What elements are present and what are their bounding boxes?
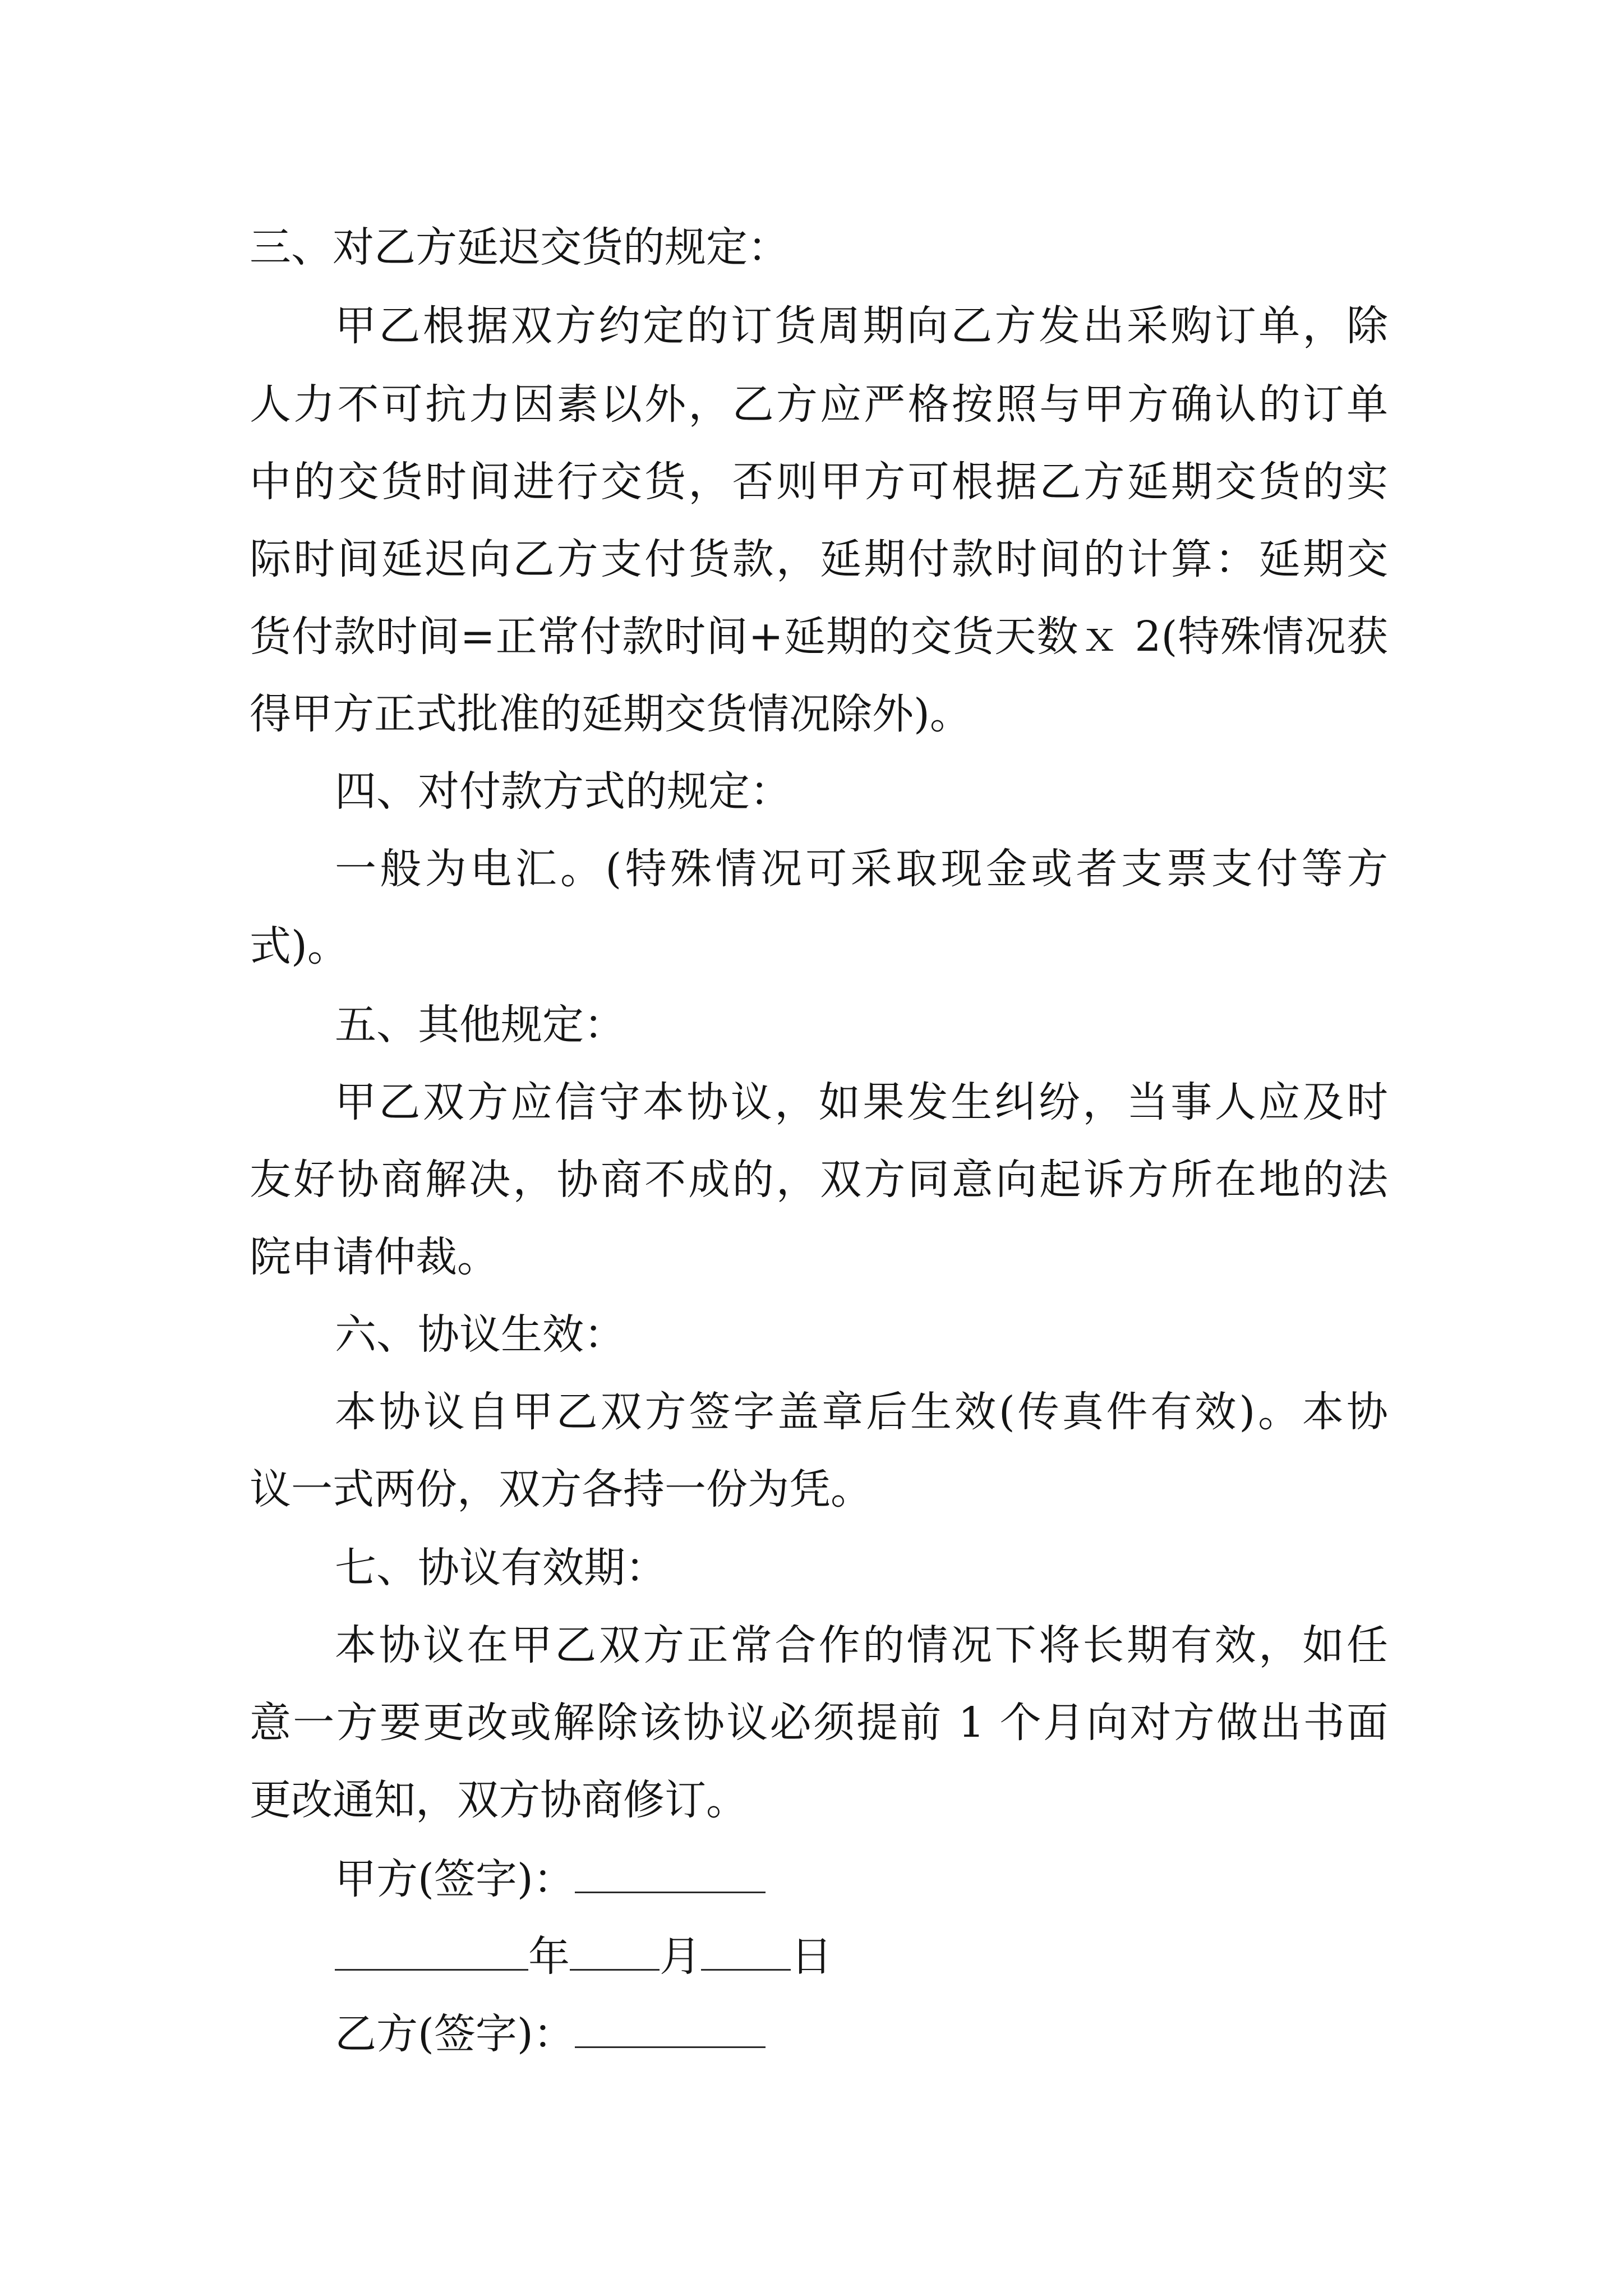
paragraph-line: 货付款时间=正常付款时间+延期的交货天数ｘ 2(特殊情况获 — [250, 613, 1388, 661]
paragraph-line: 议一式两份，双方各持一份为凭。 — [250, 1465, 872, 1513]
section-heading: 三、对乙方延迟交货的规定： — [250, 223, 789, 272]
paragraph-line: 人力不可抗力因素以外，乙方应严格按照与甲方确认的订单 — [250, 380, 1388, 429]
paragraph-line: 意一方要更改或解除该协议必须提前 1 个月向对方做出书面 — [250, 1699, 1388, 1747]
party-b-signature-line — [335, 2010, 766, 2058]
paragraph-line: 一般为电汇。(特殊情况可采取现金或者支票支付等方 — [335, 845, 1388, 893]
party-a-label: 甲方(签字)： — [335, 1855, 575, 1903]
paragraph-line: 甲乙双方应信守本协议，如果发生纠纷，当事人应及时 — [335, 1078, 1388, 1126]
paragraph-line: 际时间延迟向乙方支付货款，延期付款时间的计算：延期交 — [250, 535, 1388, 583]
date-line — [335, 1932, 832, 1981]
paragraph-line: 中的交货时间进行交货，否则甲方可根据乙方延期交货的实 — [250, 458, 1388, 506]
paragraph-line: 本协议在甲乙双方正常合作的情况下将长期有效，如任 — [335, 1621, 1388, 1669]
paragraph-line: 院申请仲裁。 — [250, 1233, 499, 1281]
party-a-signature-blank[interactable] — [575, 1857, 766, 1893]
section-heading: 五、其他规定： — [335, 1001, 625, 1049]
paragraph-line: 得甲方正式批准的延期交货情况除外)。 — [250, 690, 971, 738]
year-blank[interactable] — [335, 1934, 528, 1971]
party-a-signature-line — [335, 1855, 766, 1903]
section-heading: 四、对付款方式的规定： — [335, 767, 791, 816]
month-blank[interactable] — [570, 1934, 660, 1971]
year-label: 年 — [528, 1932, 570, 1981]
paragraph-line: 本协议自甲乙双方签字盖章后生效(传真件有效)。本协 — [335, 1388, 1388, 1436]
paragraph-line: 友好协商解决，协商不成的，双方同意向起诉方所在地的法 — [250, 1156, 1388, 1204]
day-label: 日 — [791, 1932, 832, 1981]
party-b-label: 乙方(签字)： — [335, 2010, 575, 2058]
paragraph-line: 甲乙根据双方约定的订货周期向乙方发出采购订单，除 — [335, 302, 1388, 350]
paragraph-line: 式)。 — [250, 922, 349, 970]
section-heading: 七、协议有效期： — [335, 1544, 667, 1592]
paragraph-line: 更改通知，双方协商修订。 — [250, 1776, 748, 1824]
party-b-signature-blank[interactable] — [575, 2012, 766, 2048]
month-label: 月 — [660, 1932, 701, 1981]
section-heading: 六、协议生效： — [335, 1310, 625, 1359]
day-blank[interactable] — [701, 1934, 791, 1971]
